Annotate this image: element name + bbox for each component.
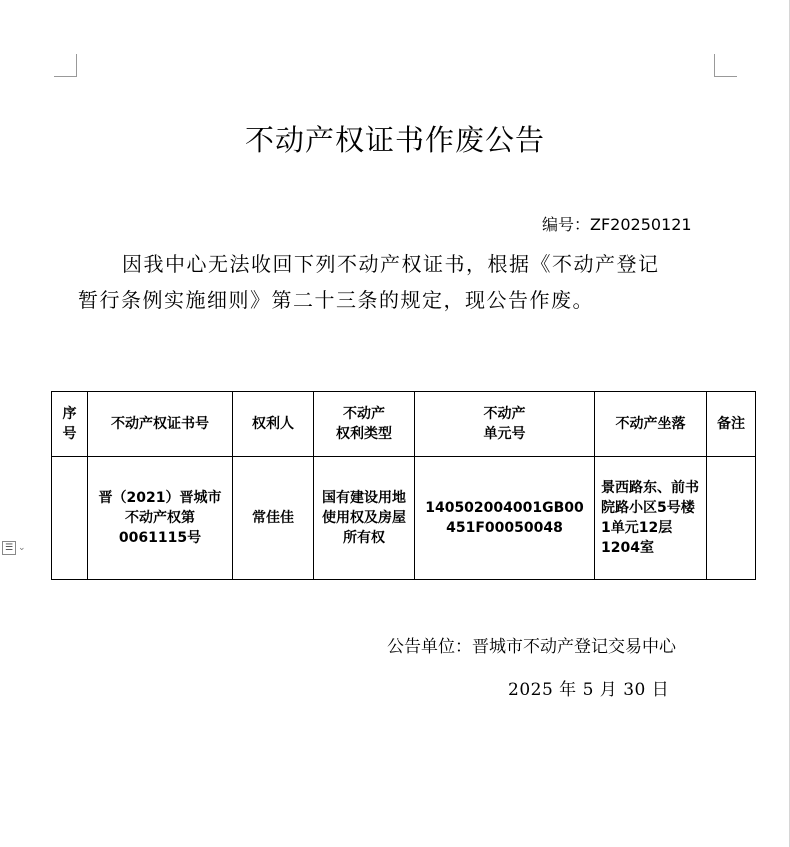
document-number: 编号：ZF20250121 [542,215,692,234]
header-seq: 序号 [52,392,88,457]
notice-body [78,246,718,318]
cell-cert-no: 晋（2021）晋城市不动产权第0061115号 [88,457,233,580]
cell-seq [52,457,88,580]
issuing-unit: 公告单位：晋城市不动产登记交易中心 [387,637,676,657]
header-remark: 备注 [707,392,756,457]
chevron-down-icon[interactable]: ⌄ [18,543,26,553]
table-row [52,457,756,580]
margin-corner-mark [714,54,737,77]
cell-remark [707,457,756,580]
notice-title: 不动产权证书作废公告 [244,123,545,157]
header-right-type: 不动产 权利类型 [314,392,415,457]
cell-location: 景西路东、前书院路小区5号楼1单元12层1204室 [595,457,707,580]
cell-holder: 常佳佳 [233,457,314,580]
header-unit-no: 不动产 单元号 [415,392,595,457]
table-row-control[interactable] [2,538,38,558]
header-cert-no: 不动产权证书号 [88,392,233,457]
body-line: 暂行条例实施细则》第二十三条的规定，现公告作废。 [78,288,594,312]
header-location: 不动产坐落 [595,392,707,457]
void-certificate-table [51,391,756,580]
cell-right-type: 国有建设用地使用权及房屋所有权 [314,457,415,580]
cell-unit-no: 140502004001GB00451F00050048 [415,457,595,580]
margin-corner-mark [54,54,77,77]
table-header-row [52,392,756,457]
table-handle-icon[interactable]: ☰ [2,541,16,555]
header-holder: 权利人 [233,392,314,457]
body-line: 因我中心无法收回下列不动产权证书，根据《不动产登记 [122,252,660,276]
issue-date: 2025 年 5 月 30 日 [508,680,670,700]
